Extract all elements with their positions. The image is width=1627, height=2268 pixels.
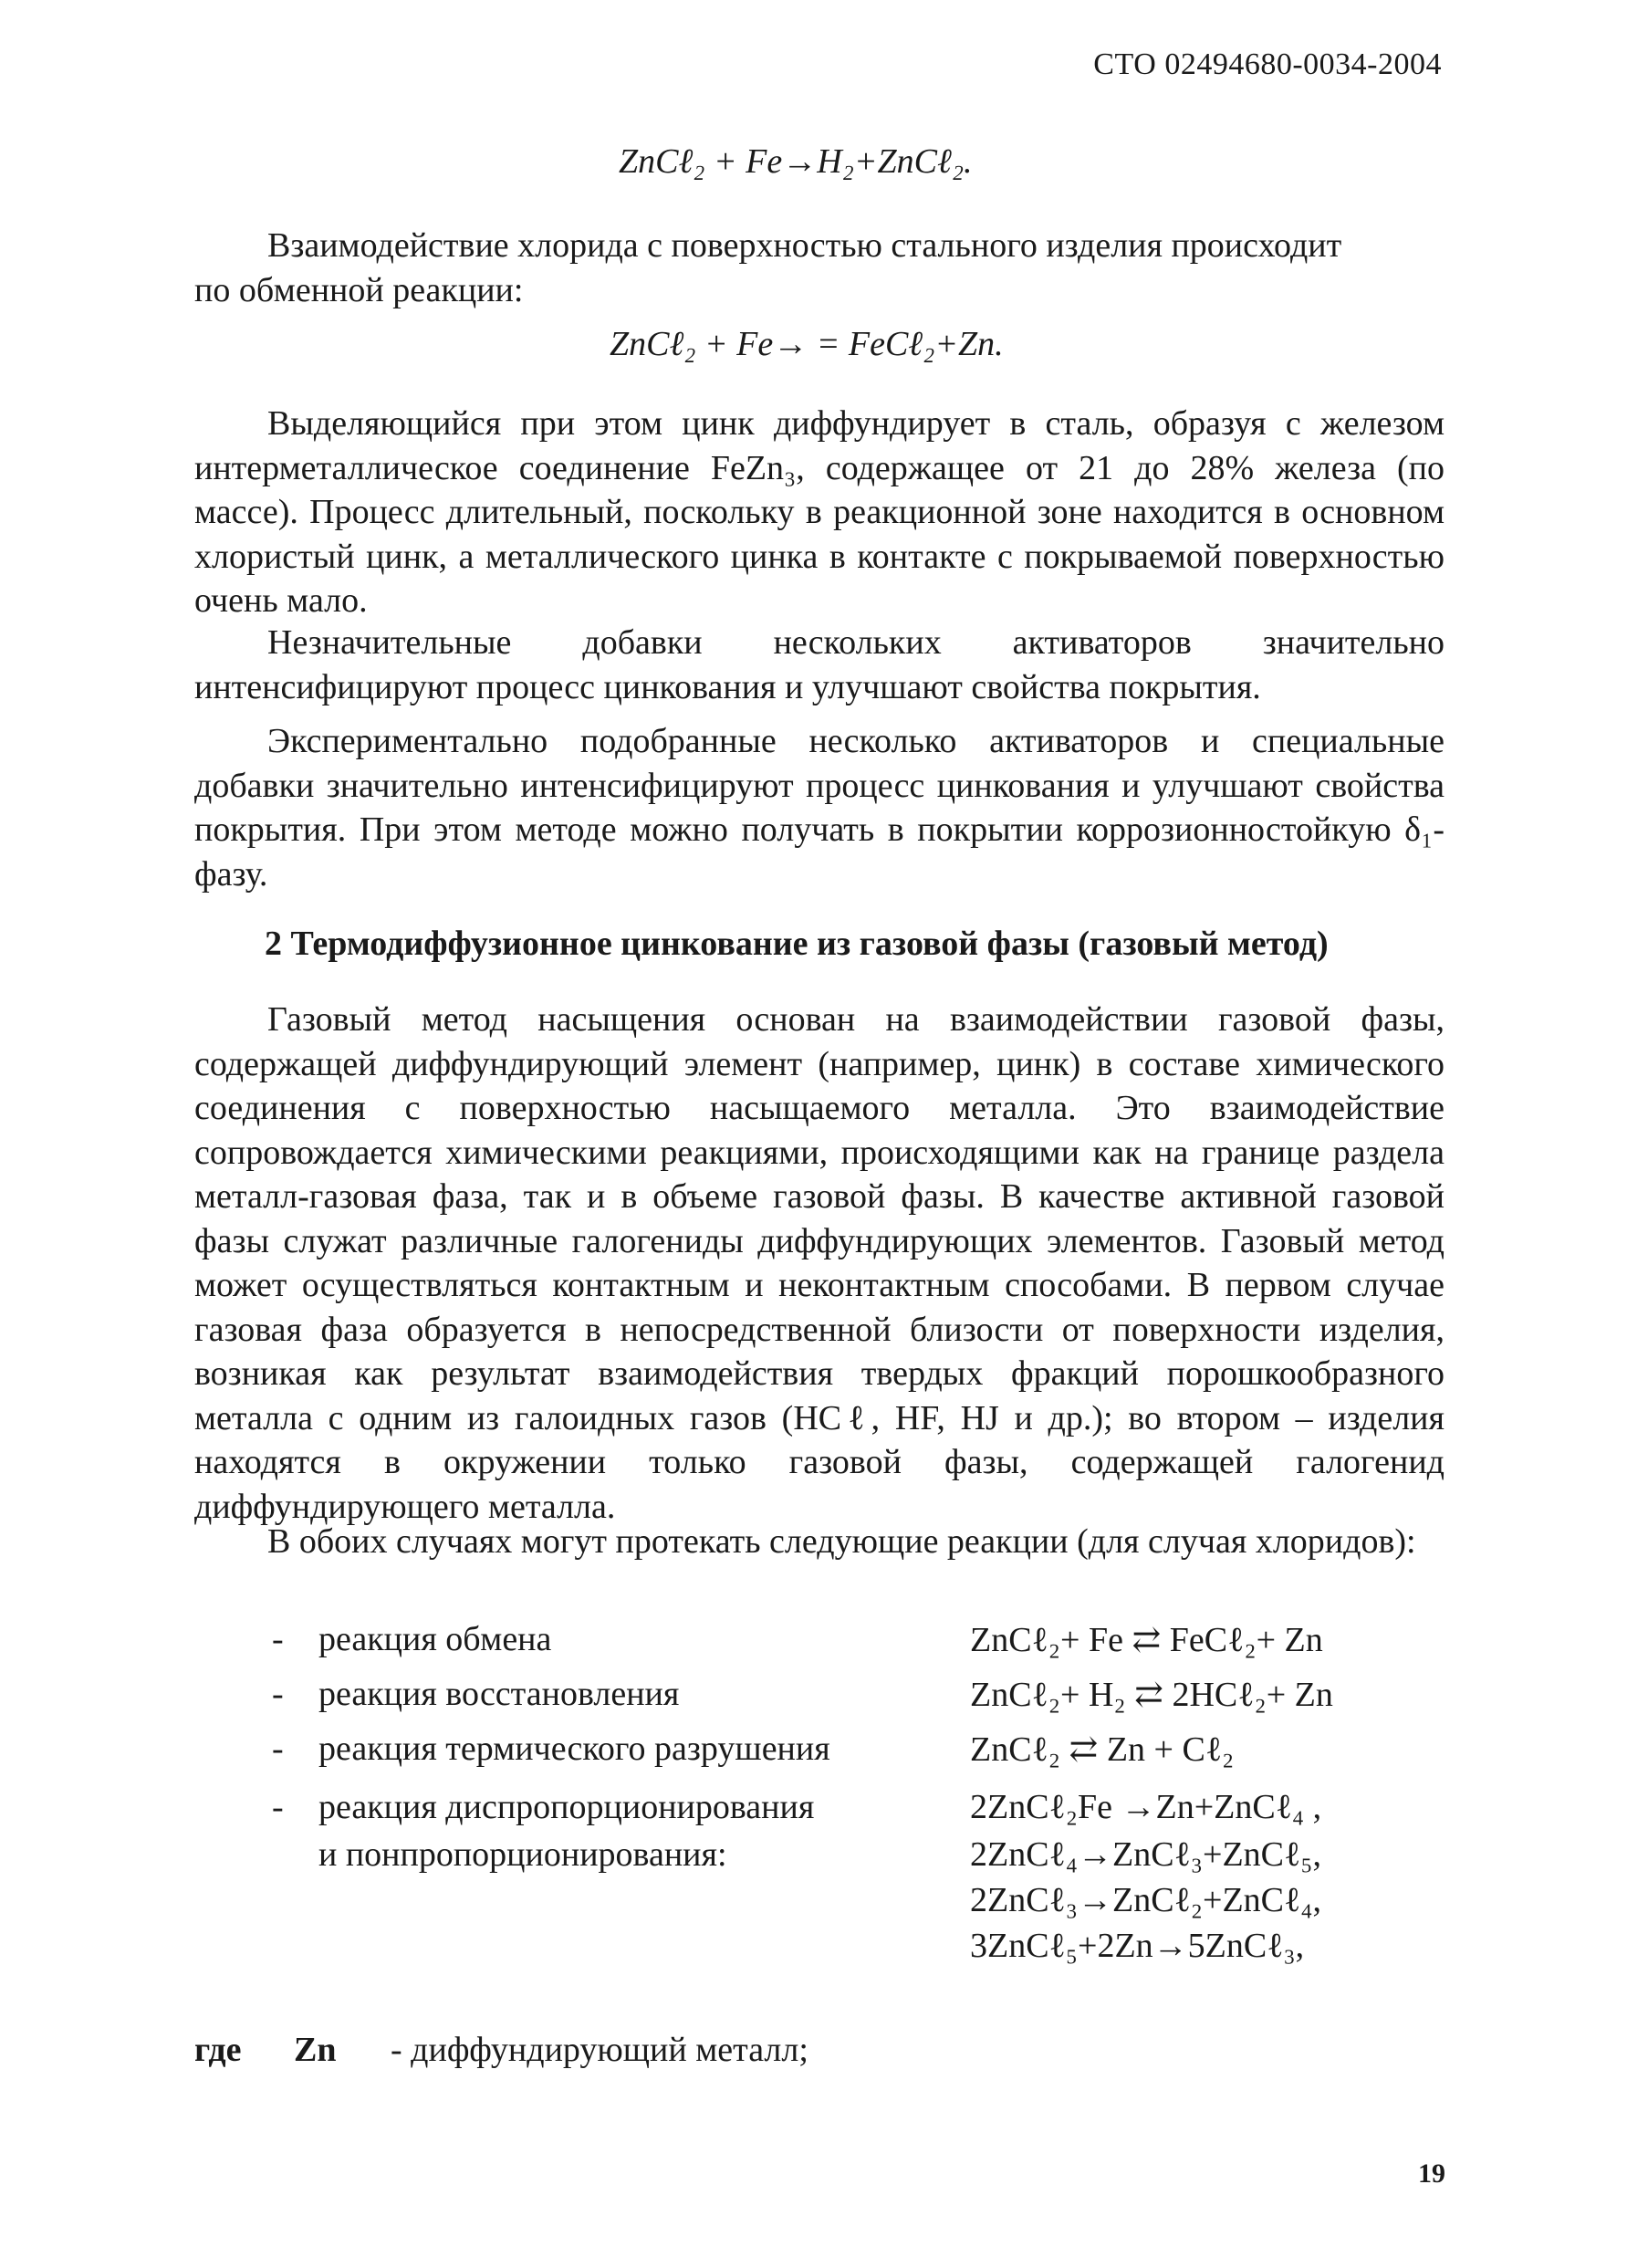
- equation-1: ZnCℓ₂ + Fe→H₂+ZnCℓ₂.: [619, 142, 973, 181]
- reaction-label-disproportionation: реакция диспропорционирования: [318, 1788, 815, 1826]
- reaction-label-proportionation: и понпропорционирования:: [318, 1835, 727, 1874]
- where-symbol: Zn: [294, 2031, 337, 2069]
- section-heading: 2 Термодиффузионное цинкование из газовой фазы (газовый метод): [265, 925, 1329, 963]
- reaction-label-exchange: реакция обмена: [318, 1620, 552, 1658]
- reaction-formula-disproportionation-4: 3ZnCℓ₅+2Zn→5ZnCℓ₃,: [970, 1927, 1305, 1965]
- reaction-label-thermal: реакция термического разрушения: [318, 1730, 830, 1768]
- where-description: - диффундирующий металл;: [391, 2031, 808, 2069]
- document-number: СТО 02494680-0034-2004: [1093, 47, 1442, 81]
- list-dash: -: [272, 1620, 284, 1658]
- where-word: где: [194, 2031, 242, 2069]
- paragraph-4: Экспериментально подобранные несколько активаторов и специальные добавки значительно интенсифицируют процесс цинкования и улучшают свойства покрытия. При этом методе можно получать в покрытии коррозионностойкую δ₁-фазу.: [194, 722, 1444, 894]
- reaction-formula-thermal: ZnCℓ₂ ⇄ Zn + Cℓ₂: [970, 1730, 1235, 1769]
- list-dash: -: [272, 1788, 284, 1826]
- paragraph-1-line-2: по обменной реакции:: [194, 270, 524, 309]
- paragraph-6: В обоих случаях могут протекать следующие реакции (для случая хлоридов):: [267, 1522, 1416, 1561]
- paragraph-1-line-1: Взаимодействие хлорида с поверхностью стального изделия происходит: [267, 226, 1342, 265]
- reaction-formula-disproportionation-2: 2ZnCℓ₄→ZnCℓ₃+ZnCℓ₅,: [970, 1835, 1321, 1874]
- reaction-formula-exchange: ZnCℓ₂+ Fe ⇄ FeCℓ₂+ Zn: [970, 1621, 1323, 1659]
- paragraph-1: [194, 224, 1444, 312]
- reaction-formula-disproportionation-1: 2ZnCℓ₂Fe →Zn+ZnCℓ₄ ,: [970, 1788, 1322, 1826]
- paragraph-5: Газовый метод насыщения основан на взаимодействии газовой фазы, содержащей диффундирующий элемент (например, цинк) в составе химического соединения с поверхностью насыщаемого металла. Это взаимодействие сопровождается химическими реакциями, происходящими как на границе раздела металл-газовая фаза, так и в объеме газовой фазы. В качестве активной газовой фазы служат различные галогениды диффундирующих элементов. Газовый метод может осуществляться контактным и неконтактным способами. В первом случае газовая фаза образуется в непосредственной близости от поверхности изделия, возникая как результат взаимодействия твердых фракций порошкообразного металла с одним из галоидных газов (HCℓ, HF, HJ и др.); во втором – изделия находятся в окружении только газовой фазы, содержащей галогенид диффундирующего металла.: [194, 1000, 1444, 1526]
- reaction-formula-reduction: ZnCℓ₂+ H₂ ⇄ 2HCℓ₂+ Zn: [970, 1676, 1333, 1714]
- reaction-label-reduction: реакция восстановления: [318, 1675, 680, 1713]
- list-dash: -: [272, 1675, 284, 1713]
- list-dash: -: [272, 1730, 284, 1768]
- paragraph-3: Незначительные добавки нескольких активаторов значительно интенсифицируют процесс цинкования и улучшают свойства покрытия.: [194, 623, 1444, 706]
- reaction-formula-disproportionation-3: 2ZnCℓ₃→ZnCℓ₂+ZnCℓ₄,: [970, 1881, 1321, 1919]
- paragraph-2: Выделяющийся при этом цинк диффундирует в сталь, образуя с железом интерметаллическое соединение FeZn₃, содержащее от 21 до 28% железа (по массе). Процесс длительный, поскольку в реакционной зоне находится в основном хлористый цинк, а металлического цинка в контакте с покрываемой поверхностью очень мало.: [194, 404, 1444, 620]
- equation-2: ZnCℓ₂ + Fe→ = FeCℓ₂+Zn.: [610, 325, 1004, 363]
- page-number: 19: [1418, 2158, 1445, 2189]
